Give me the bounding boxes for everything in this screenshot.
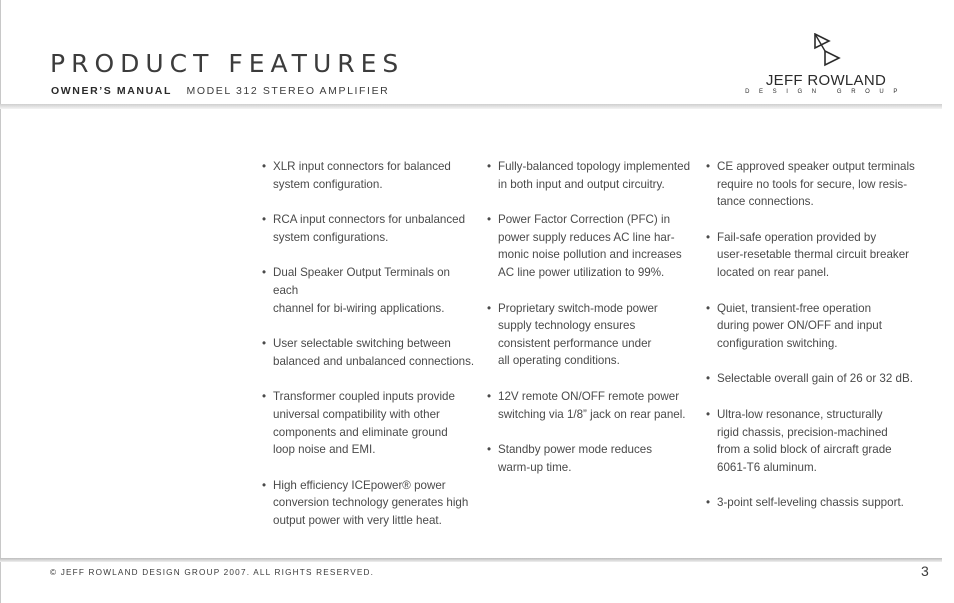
double-triangle-mark-icon: [812, 33, 842, 69]
bullet: •: [706, 301, 711, 315]
bullet: •: [262, 337, 267, 351]
bullet: •: [487, 213, 492, 227]
feature-item: [262, 388, 477, 458]
model-label: MODEL 312 STEREO AMPLIFIER: [186, 85, 390, 97]
bullet: •: [706, 230, 711, 244]
feature-item: [262, 335, 477, 370]
logo-subtitle: DESIGN GROUP: [745, 89, 907, 95]
bullet: •: [487, 160, 492, 173]
feature-text: 3-point self-leveling chassis support.: [717, 496, 904, 510]
page-frame-border: [0, 0, 1, 603]
feature-text: Quiet, transient-free operation during power ON/OFF and input configuration switching.: [717, 301, 882, 350]
bullet: •: [706, 372, 711, 386]
page-title: PRODUCT FEATURES: [50, 49, 405, 78]
footer-divider: [0, 558, 942, 562]
feature-text: Standby power mode reduces warm-up time.: [498, 443, 653, 474]
copyright-notice: © JEFF ROWLAND DESIGN GROUP 2007. ALL RIGHTS RESERVED.: [50, 568, 375, 577]
page-subtitle: [51, 85, 389, 97]
feature-item: [262, 264, 477, 317]
bullet: •: [262, 160, 267, 173]
feature-item: [706, 406, 918, 476]
bullet: •: [487, 389, 492, 403]
feature-text: Transformer coupled inputs provide universal compatibility with other components and eliminate ground loop noise and EMI.: [273, 390, 455, 457]
feature-text: Ultra-low resonance, structurally rigid chassis, precision-machined from a solid block of aircraft grade 6061-T6 aluminum.: [717, 407, 892, 474]
feature-text: Power Factor Correction (PFC) in power supply reduces AC line har- monic noise pollution and increases AC line power utilization to 99%.: [498, 213, 682, 279]
feature-item: [262, 477, 477, 530]
bullet: •: [262, 478, 267, 492]
feature-text: CE approved speaker output terminals require no tools for secure, low resis- tance connections.: [717, 160, 915, 209]
bullet: •: [487, 443, 492, 457]
features-column-1: [262, 158, 477, 548]
features-column-2: [487, 158, 702, 494]
feature-item: [262, 211, 477, 246]
bullet: •: [706, 496, 711, 510]
feature-text: User selectable switching between balanced and unbalanced connections.: [273, 337, 475, 368]
feature-text: Fail-safe operation provided by user-resetable thermal circuit breaker located on rear panel.: [717, 230, 910, 279]
feature-text: Proprietary switch-mode power supply technology ensures consistent performance under all operating conditions.: [498, 301, 658, 368]
bullet: •: [487, 301, 492, 315]
feature-item: [262, 158, 477, 193]
feature-item: [706, 158, 918, 211]
manual-label: OWNER’S MANUAL: [51, 85, 172, 97]
feature-text: High efficiency ICEpower® power conversion technology generates high output power with very little heat.: [273, 478, 469, 527]
feature-item: [487, 388, 702, 423]
logo-name: JEFF ROWLAND: [765, 72, 887, 89]
feature-item: [487, 158, 702, 193]
feature-item: [487, 300, 702, 370]
bullet: •: [262, 213, 267, 227]
brand-logo: [742, 33, 910, 99]
feature-text: XLR input connectors for balanced system configuration.: [273, 160, 451, 191]
feature-text: RCA input connectors for unbalanced system configurations.: [273, 213, 466, 244]
bullet: •: [706, 160, 711, 173]
features-column-3: [706, 158, 918, 530]
feature-text: Dual Speaker Output Terminals on each channel for bi-wiring applications.: [273, 266, 451, 315]
feature-item: [487, 211, 702, 281]
feature-text: 12V remote ON/OFF remote power switching via 1/8” jack on rear panel.: [498, 389, 686, 421]
feature-item: [706, 370, 918, 388]
feature-item: [706, 494, 918, 512]
bullet: •: [706, 407, 711, 421]
bullet: •: [262, 266, 267, 280]
feature-item: [706, 300, 918, 353]
header-divider: [0, 104, 942, 109]
feature-item: [487, 441, 702, 476]
feature-item: [706, 229, 918, 282]
bullet: •: [262, 390, 267, 404]
feature-text: Selectable overall gain of 26 or 32 dB.: [717, 372, 913, 386]
feature-text: Fully-balanced topology implemented in both input and output circuitry.: [498, 160, 691, 191]
page-number: 3: [921, 563, 929, 579]
